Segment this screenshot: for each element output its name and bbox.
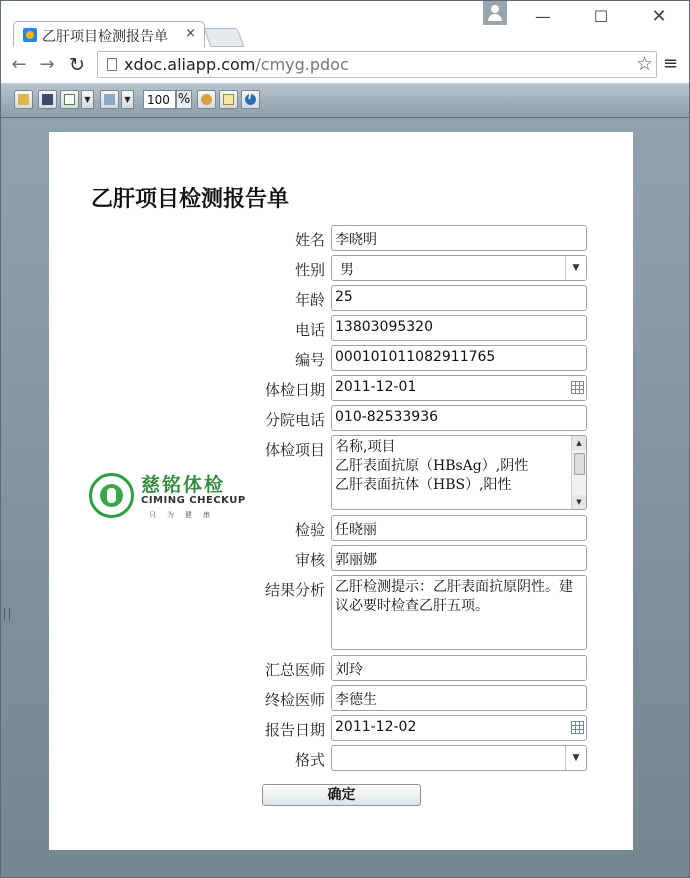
analysis-label: 结果分析 <box>264 581 325 599</box>
final-doctor-label: 终检医师 <box>264 691 325 709</box>
title-bar <box>1 1 689 47</box>
gender-select[interactable] <box>331 255 587 281</box>
format-dropdown-arrow-icon[interactable]: ▼ <box>565 746 586 770</box>
company-logo <box>89 470 246 522</box>
bookmark-star-icon[interactable]: ☆ <box>635 53 653 75</box>
menu-icon[interactable]: ≡ <box>663 53 679 74</box>
exam-date-label: 体检日期 <box>264 381 325 399</box>
format-select[interactable] <box>331 745 587 771</box>
document-viewer[interactable] <box>1 118 689 878</box>
exam-items-scrollbar[interactable] <box>571 436 586 509</box>
back-button[interactable]: ← <box>11 54 27 75</box>
age-label: 年龄 <box>294 291 325 309</box>
phone-label: 电话 <box>294 321 325 339</box>
branch-phone-field[interactable]: 010-82533936 <box>331 405 587 431</box>
number-label: 编号 <box>294 351 325 369</box>
url-path: /cmyg.pdoc <box>255 55 349 74</box>
edit-button[interactable] <box>219 90 238 109</box>
report-title: 乙肝项目检测报告单 <box>91 186 290 212</box>
minimize-button[interactable]: — <box>535 7 551 26</box>
site-favicon-icon <box>23 28 37 42</box>
navigation-bar <box>1 47 689 84</box>
scroll-thumb[interactable] <box>574 453 585 475</box>
reviewer-label: 审核 <box>294 551 325 569</box>
resize-grip-icon[interactable] <box>4 608 10 620</box>
name-label: 姓名 <box>294 231 325 249</box>
report-date-field[interactable] <box>331 715 587 741</box>
folder-icon <box>18 94 29 105</box>
address-bar[interactable] <box>97 51 657 78</box>
report-page <box>49 132 633 850</box>
list-item: 乙肝表面抗原（HBsAg）,阴性 <box>335 458 529 474</box>
analysis-textarea[interactable]: 乙肝检测提示：乙肝表面抗原阴性。建议必要时检查乙肝五项。 <box>331 575 587 650</box>
summary-doctor-label: 汇总医师 <box>264 661 325 679</box>
format-label: 格式 <box>294 751 325 769</box>
info-button[interactable] <box>241 90 260 109</box>
export-button[interactable] <box>60 90 79 109</box>
reload-button[interactable]: ↻ <box>69 54 85 76</box>
logo-emblem-icon <box>89 473 134 518</box>
edit-icon <box>223 94 234 105</box>
page-icon <box>107 58 117 71</box>
open-file-button[interactable] <box>14 90 33 109</box>
age-field[interactable]: 25 <box>331 285 587 311</box>
print-button[interactable] <box>100 90 119 109</box>
url-host: xdoc.aliapp.com <box>124 55 256 74</box>
close-window-button[interactable]: ✕ <box>651 6 667 27</box>
branch-phone-label: 分院电话 <box>264 411 325 429</box>
submit-button[interactable]: 确定 <box>262 784 421 806</box>
forward-button[interactable]: → <box>39 54 55 75</box>
printer-icon <box>104 94 115 105</box>
reviewer-field[interactable]: 郭丽娜 <box>331 545 587 571</box>
save-icon <box>42 94 53 105</box>
number-field[interactable]: 000101011082911765 <box>331 345 587 371</box>
tab-close-icon[interactable]: × <box>185 26 196 41</box>
scroll-down-icon[interactable]: ▼ <box>572 495 586 509</box>
calendar-icon[interactable] <box>571 721 584 734</box>
logo-chinese-text: 慈铭体检 <box>141 474 226 496</box>
inspector-field[interactable]: 任晓丽 <box>331 515 587 541</box>
calendar-icon[interactable] <box>571 381 584 394</box>
browser-tab[interactable] <box>13 21 205 47</box>
maximize-button[interactable]: ☐ <box>593 7 609 26</box>
zoom-unit-button[interactable]: % <box>177 92 191 107</box>
report-date-value: 2011-12-02 <box>335 719 417 735</box>
summary-doctor-field[interactable]: 刘玲 <box>331 655 587 681</box>
logo-english-text: CIMING CHECKUP <box>141 495 246 506</box>
url-text[interactable] <box>124 55 349 74</box>
exam-date-field[interactable] <box>331 375 587 401</box>
new-tab-button[interactable] <box>204 28 245 47</box>
user-button[interactable] <box>197 90 216 109</box>
save-button[interactable] <box>38 90 57 109</box>
viewer-toolbar <box>1 84 689 118</box>
export-icon <box>64 94 75 105</box>
tab-title: 乙肝项目检测报告单 <box>42 29 168 45</box>
exam-date-value: 2011-12-01 <box>335 379 417 395</box>
profile-icon[interactable] <box>483 1 507 25</box>
report-date-label: 报告日期 <box>264 721 325 739</box>
gender-label: 性别 <box>294 261 325 279</box>
info-icon <box>245 94 256 105</box>
inspector-label: 检验 <box>294 521 325 539</box>
print-dropdown-button[interactable]: ▼ <box>121 90 134 109</box>
gender-selected-value: 男 <box>340 262 354 278</box>
phone-field[interactable]: 13803095320 <box>331 315 587 341</box>
export-dropdown-button[interactable]: ▼ <box>81 90 94 109</box>
scroll-up-icon[interactable]: ▲ <box>572 436 586 450</box>
gender-dropdown-arrow-icon[interactable]: ▼ <box>565 256 586 280</box>
logo-slogan-text: 只为健康 <box>149 511 221 519</box>
list-item: 名称,项目 <box>335 439 396 455</box>
name-field[interactable]: 李晓明 <box>331 225 587 251</box>
final-doctor-field[interactable]: 李德生 <box>331 685 587 711</box>
user-icon <box>201 94 212 105</box>
zoom-input[interactable]: 100 <box>143 90 176 109</box>
exam-items-label: 体检项目 <box>264 441 325 459</box>
list-item: 乙肝表面抗体（HBS）,阳性 <box>335 477 512 493</box>
exam-items-list[interactable] <box>331 435 587 510</box>
